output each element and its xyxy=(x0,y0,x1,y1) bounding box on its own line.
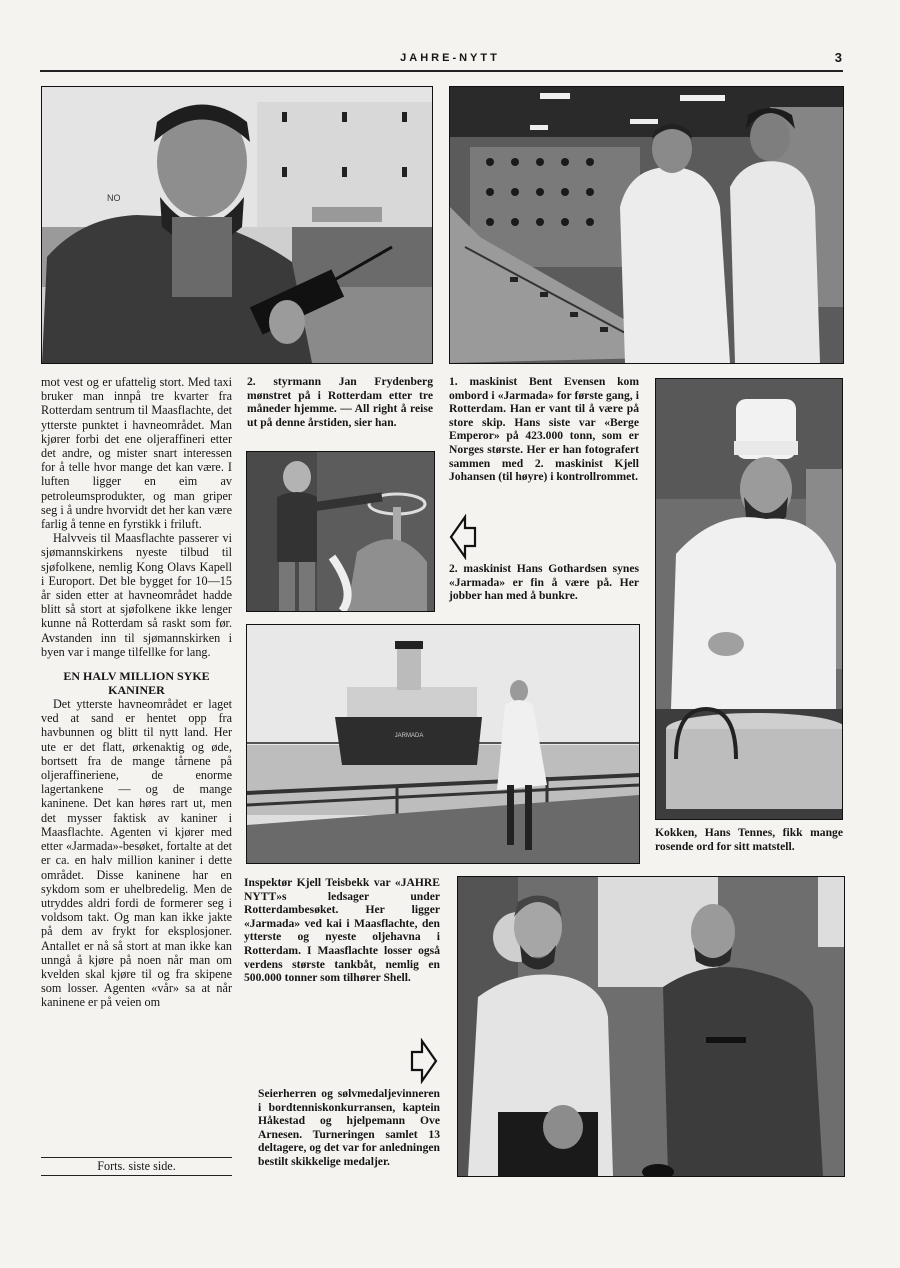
caption-styrmann: 2. styrmann Jan Frydenberg mønstret på i Rotterdam etter tre måneder hjemme. — All right å reise ut på denne årstiden, sier han. xyxy=(247,375,433,429)
continued-rule-bottom xyxy=(41,1175,232,1176)
caption-bordtennis: Seierherren og sølvmedaljevinneren i bordtenniskonkurransen, kaptein Håkestad og hjelpemann Ove Arnesen. Turneringen samlet 13 deltagere, og det var for anledningen bestilt skikkelige medaljer. xyxy=(258,1087,440,1168)
subheading: EN HALV MILLION SYKE KANINER xyxy=(63,669,210,698)
continued-note: Forts. siste side. xyxy=(97,1159,176,1173)
article-column-1 xyxy=(41,375,232,1010)
article-paragraph: Det ytterste havneområdet er laget ved at sand er hentet opp fra havbunnen og blitt til nytt land. Her ute er det flatt, ørkenaktig og øde, bortsett fra de mange tårnene på oljeraffineriene, de enorme lagertankene — og de mange kaninene. Det kan høres rart ut, men det mysser faktisk av kaniner i Maasflachte. Agenten vi kjører med etter «Jarmada»-besøket, fortalte at det er ca. en halv million kaniner i dette området. Disse kaninene har en sykdom som er uhelbredelig. Men de utryddes aldri fordi de formerer seg i voldsom takt. Og man kan ikke jakte på dem av frykt for eksplosjoner. Antallet er nå så stort at man ikke kan unngå å kjøre på noen når man om kvelden skal kjøre til og fra skipene som losser. Agenten «vår» sa at når kaninene er på veien om xyxy=(41,697,232,1010)
header-rule xyxy=(40,70,843,72)
photo-tanker-quay xyxy=(246,624,640,864)
ship-name-text: JARMADA xyxy=(394,733,424,739)
article-paragraph: mot vest og er ufattelig stort. Med taxi bruker man innpå tre kvarter fra Rotterdam sentrum til Maasflachte, det ytterste punktet i havneområdet. Man kjører forbi det ene oljeraffineri etter det andre, og mister snart interessen for å telle hvor mange det kan være. I luften ligger en eim av petroleumsprodukter, og man griper seg i å undre hvorvidt det her kan være farlig å tenne en fyrstikk i friluft. xyxy=(41,375,232,532)
photo-table-tennis-winners xyxy=(457,876,845,1177)
photo-styrmann-valve xyxy=(246,451,435,612)
photo-control-room xyxy=(449,86,844,364)
photo-cook xyxy=(655,378,843,820)
masthead-title: JAHRE-NYTT xyxy=(400,52,500,64)
page-number: 3 xyxy=(834,50,842,65)
photo-sailor-radio xyxy=(41,86,433,364)
continued-rule-top xyxy=(41,1157,232,1158)
article-paragraph: Halvveis til Maasflachte passerer vi sjømannskirkens nyeste tilbud til sjøfolkene, nemlig Kong Olavs Kapell i Europort. Det ble bygget for 10—15 år siden etter at havneområdet hadde blitt så stort at sjøfolkene ikke lenger kunne nå Rotterdam så raskt som før. Avstanden inn til sjømannskirken i byen var i mange tilfellke for lang. xyxy=(41,531,232,659)
caption-maskinist-evensen: 1. maskinist Bent Evensen kom ombord i «Jarmada» for første gang, i Rotterdam. Han er vant til å være på store skip. Hans siste var «Berge Emperor» på 423.000 tonn, som er Norges største. Her er han fotografert sammen med 2. maskinist Kjell Johansen (til høyre) i kontrollrommet. xyxy=(449,375,639,484)
hollow-arrow-right-icon xyxy=(410,1038,438,1084)
hollow-arrow-left-icon xyxy=(449,514,477,560)
caption-maskinist-gothardsen: 2. maskinist Hans Gothardsen synes «Jarmada» er fin å være på. Her jobber han med å bunkre. xyxy=(449,562,639,603)
ship-hull-text: NO xyxy=(107,193,121,203)
caption-inspektor: Inspektør Kjell Teisbekk var «JAHRE NYTT»s ledsager under Rotterdambesøket. Her ligger «Jarmada» ved kai i Maasflachte, den ytterste og nyeste oljehavna i Rotterdam. I Maasflachte losser også verdens største tankbåt, nemlig en 500.000 tonner som tilhører Shell. xyxy=(244,876,440,985)
caption-kokken: Kokken, Hans Tennes, fikk mange rosende ord for sitt matstell. xyxy=(655,826,843,853)
